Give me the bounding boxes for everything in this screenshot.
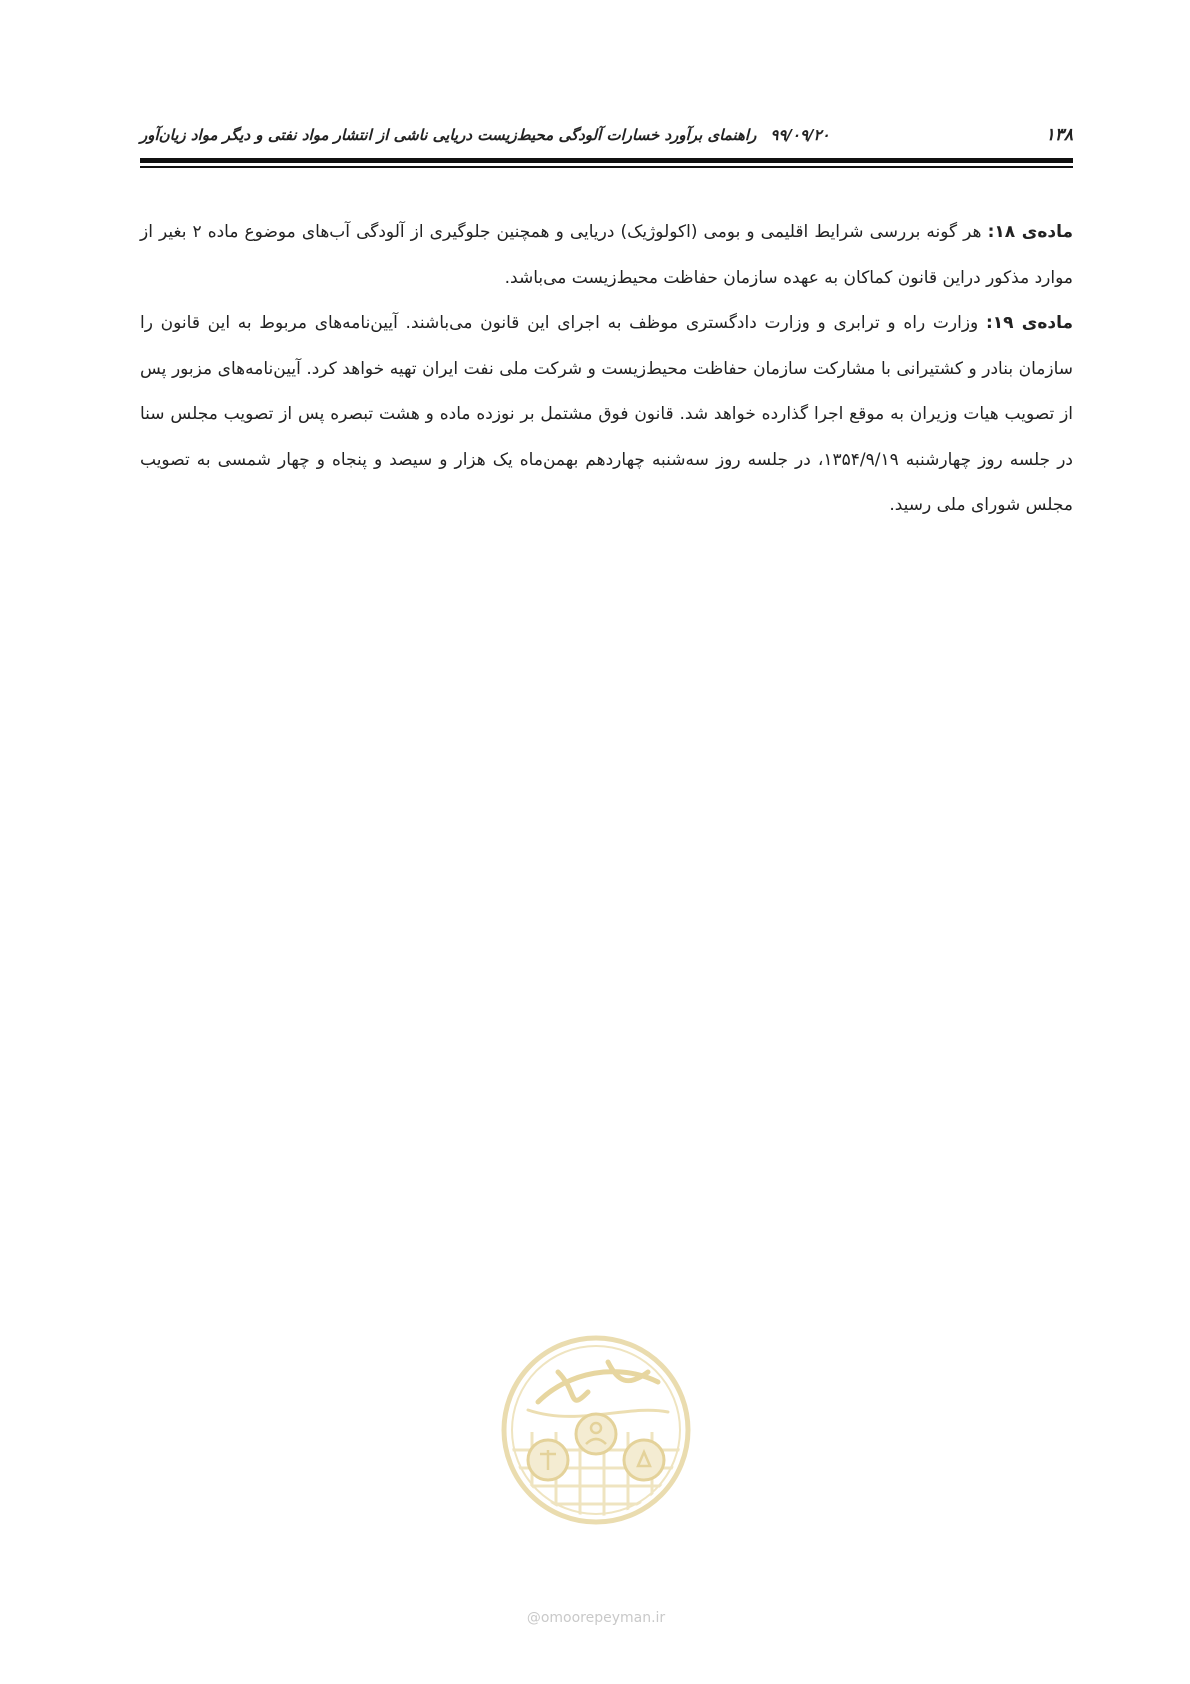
watermark-url: @omoorepeyman.ir <box>526 1610 666 1626</box>
article-19 <box>140 301 1073 529</box>
article-18-label: ماده‌ی ۱۸: <box>987 222 1073 242</box>
header-title-group <box>140 126 830 144</box>
page-number: ۱۳۸ <box>1045 125 1073 145</box>
running-header <box>140 120 1073 150</box>
header-title: راهنمای برآورد خسارات آلودگی محیط‌زیست دریایی ناشی از انتشار مواد نفتی و دیگر مواد زیان‌آور <box>140 126 757 144</box>
article-19-text: وزارت راه و ترابری و وزارت دادگستری موظف به اجرای این قانون می‌باشند. آیین‌نامه‌های مربوط به این قانون را سازمان بنادر و کشتیرانی با مشارکت سازمان حفاظت محیط‌زیست و شرکت ملی نفت ایران تهیه خواهد کرد. آیین‌نامه‌های مزبور پس از تصویب هیات وزیران به موقع اجرا گذارده خواهد شد. قانون فوق مشتمل بر نوزده ماده و هشت تبصره پس از تصویب مجلس سنا در جلسه روز چهارشنبه ۱۳۵۴/۹/۱۹، در جلسه روز سه‌شنبه چهاردهم بهمن‌ماه یک هزار و سیصد و پنجاه و چهار شمسی به تصویب مجلس شورای ملی رسید. <box>140 313 1074 515</box>
watermark-logo-icon <box>498 1332 694 1582</box>
header-rule-thin <box>140 166 1073 168</box>
article-18-text: هر گونه بررسی شرایط اقلیمی و بومی (اکولوژیک) دریایی و همچنین جلوگیری از آلودگی آب‌های موضوع ماده ۲ بغیر از موارد مذکور دراین قانون کماکان به عهده سازمان حفاظت محیط‌زیست می‌باشد. <box>140 222 1073 288</box>
header-rule-thick <box>140 158 1073 163</box>
document-body <box>140 210 1073 529</box>
article-19-label: ماده‌ی ۱۹: <box>985 313 1073 333</box>
article-18 <box>140 210 1073 301</box>
header-date: ۹۹/۰۹/۲۰ <box>770 126 830 144</box>
